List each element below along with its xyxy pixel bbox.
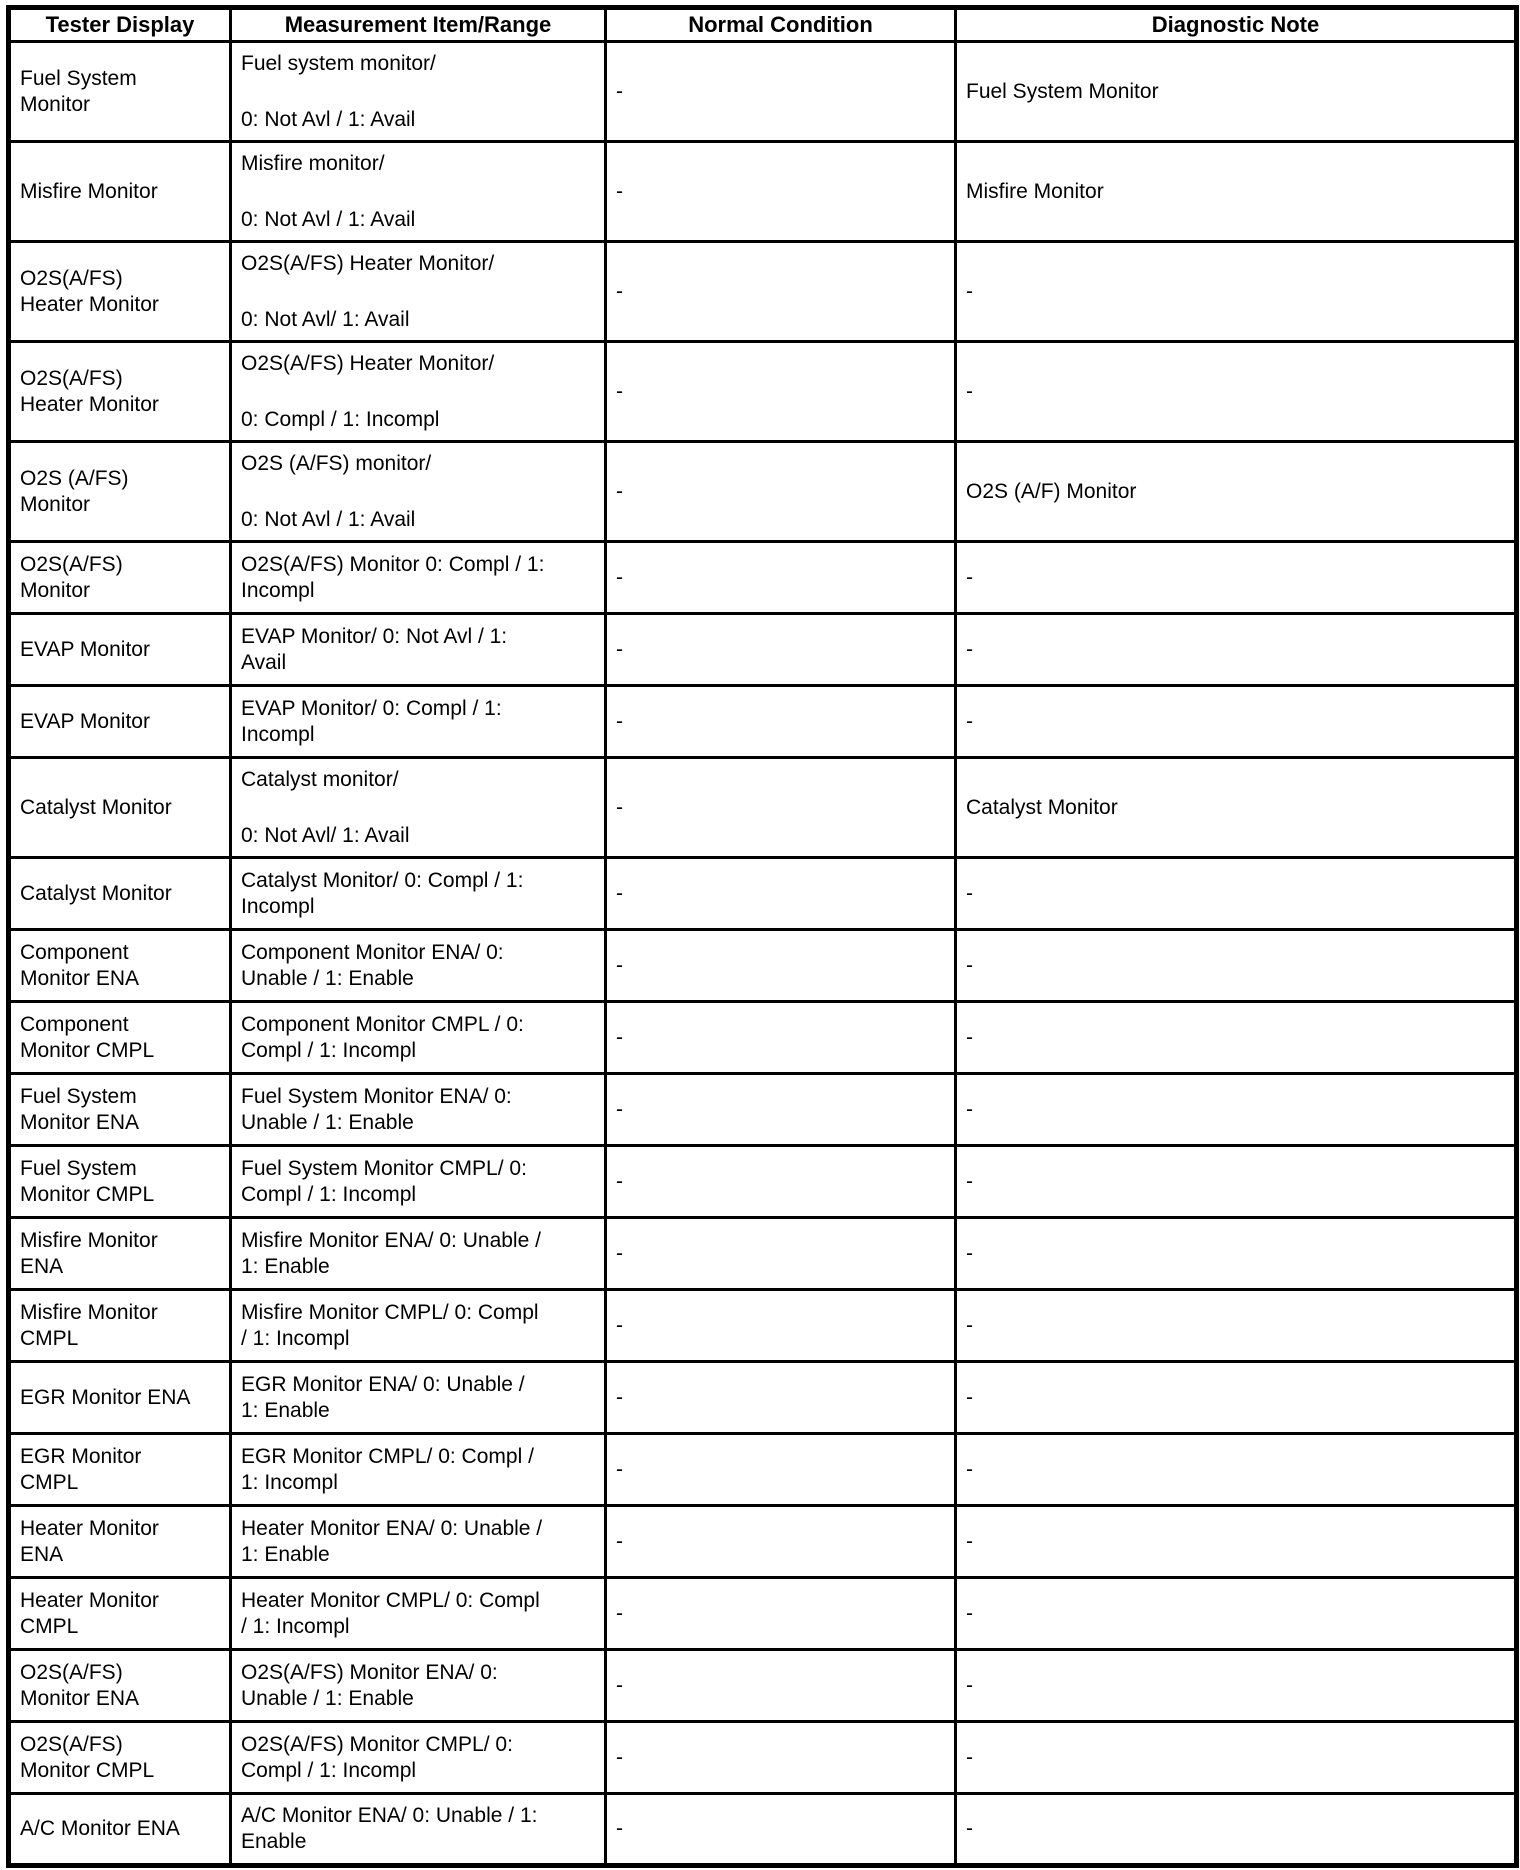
tester-display-cell [9, 614, 231, 686]
diagnostic-note-cell: - [956, 858, 1517, 930]
normal-condition-cell: - [606, 758, 956, 858]
diagnostic-note-cell: O2S (A/F) Monitor [956, 442, 1517, 542]
cell-text-line: Catalyst Monitor [20, 881, 172, 905]
diagnostic-note-cell: - [956, 1362, 1517, 1434]
cell-text-line: Heater Monitor [20, 292, 159, 316]
cell-text-line: Unable / 1: Enable [241, 966, 414, 990]
normal-condition-cell: - [606, 858, 956, 930]
normal-condition-cell: - [606, 1650, 956, 1722]
diagnostic-data-table [6, 5, 1519, 1868]
diagnostic-note-cell: - [956, 930, 1517, 1002]
normal-condition-cell: - [606, 242, 956, 342]
cell-text-line: O2S(A/FS) [20, 552, 123, 576]
tester-display-cell [9, 542, 231, 614]
cell-text-line: Component Monitor ENA/ 0: [241, 940, 504, 964]
cell-text-line: Component [20, 940, 129, 964]
tester-display-cell [9, 858, 231, 930]
cell-text-line: Component [20, 1012, 129, 1036]
tester-display-cell [9, 1434, 231, 1506]
header-measurement-item: Measurement Item/Range [231, 8, 606, 42]
cell-text-line: EVAP Monitor [20, 709, 150, 733]
header-normal-condition: Normal Condition [606, 8, 956, 42]
cell-text-line: EGR Monitor ENA [20, 1385, 191, 1409]
measurement-item-cell [231, 1002, 606, 1074]
cell-text-line: Catalyst Monitor [20, 795, 172, 819]
tester-display-cell [9, 1362, 231, 1434]
table-row [9, 686, 1517, 758]
measurement-item-cell [231, 930, 606, 1002]
cell-text-line: EVAP Monitor/ 0: Compl / 1: [241, 696, 502, 720]
measurement-item-cell [231, 542, 606, 614]
cell-text-line: A/C Monitor ENA [20, 1817, 180, 1840]
normal-condition-cell: - [606, 1218, 956, 1290]
cell-text-line: Catalyst Monitor/ 0: Compl / 1: [241, 868, 524, 892]
measurement-item-cell [231, 1722, 606, 1794]
table-row [9, 242, 1517, 342]
table-row [9, 614, 1517, 686]
cell-text-line: Fuel System Monitor CMPL/ 0: [241, 1156, 527, 1180]
normal-condition-cell: - [606, 1362, 956, 1434]
cell-text-line: Incompl [241, 722, 315, 746]
normal-condition-cell: - [606, 1578, 956, 1650]
cell-text-line: Monitor CMPL [20, 1182, 155, 1206]
diagnostic-note-cell: - [956, 614, 1517, 686]
measurement-item-cell [231, 858, 606, 930]
tester-display-cell [9, 42, 231, 142]
diagnostic-note-cell: - [956, 242, 1517, 342]
cell-text-line: Monitor ENA [20, 1686, 140, 1710]
cell-text-line: O2S (A/FS) monitor/ [241, 451, 432, 475]
cell-text-line: EGR Monitor [20, 1444, 142, 1468]
cell-text-line: Fuel system monitor/ [241, 51, 436, 75]
measurement-item-cell [231, 1434, 606, 1506]
table-row [9, 1722, 1517, 1794]
tester-display-cell [9, 442, 231, 542]
table-row [9, 1362, 1517, 1434]
table-row [9, 1290, 1517, 1362]
cell-text-line: Fuel System [20, 1156, 137, 1180]
normal-condition-cell: - [606, 442, 956, 542]
cell-text-line: 0: Not Avl/ 1: Avail [241, 307, 410, 331]
table-row [9, 1002, 1517, 1074]
cell-text-line: O2S(A/FS) [20, 1732, 123, 1756]
cell-text-line: Unable / 1: Enable [241, 1110, 414, 1134]
measurement-item-cell [231, 614, 606, 686]
table-row [9, 542, 1517, 614]
diagnostic-note-cell: - [956, 1290, 1517, 1362]
tester-display-cell [9, 1146, 231, 1218]
cell-text-line: Monitor [20, 92, 91, 116]
normal-condition-cell: - [606, 142, 956, 242]
measurement-item-cell [231, 142, 606, 242]
cell-text-line: O2S (A/FS) [20, 466, 129, 490]
cell-text-line: Misfire Monitor [20, 1300, 158, 1324]
cell-text-line: 0: Not Avl / 1: Avail [241, 107, 416, 131]
cell-text-line: Monitor [20, 578, 91, 602]
header-diagnostic-note: Diagnostic Note [956, 8, 1517, 42]
measurement-item-cell [231, 1506, 606, 1578]
normal-condition-cell: - [606, 1290, 956, 1362]
cell-text-line: Compl / 1: Incompl [241, 1758, 417, 1782]
normal-condition-cell: - [606, 1794, 956, 1866]
header-tester-display: Tester Display [9, 8, 231, 42]
cell-text-line: Catalyst monitor/ [241, 767, 399, 791]
cell-text-line: 0: Not Avl / 1: Avail [241, 507, 416, 531]
cell-text-line: O2S(A/FS) [20, 366, 123, 390]
diagnostic-note-cell: - [956, 1002, 1517, 1074]
cell-text-line: O2S(A/FS) Heater Monitor/ [241, 251, 495, 275]
diagnostic-note-cell: - [956, 1722, 1517, 1794]
measurement-item-cell [231, 1650, 606, 1722]
cell-text-line: / 1: Incompl [241, 1326, 350, 1350]
table-row [9, 142, 1517, 242]
measurement-item-cell [231, 442, 606, 542]
table-row [9, 930, 1517, 1002]
cell-text-line: Misfire monitor/ [241, 151, 385, 175]
diagnostic-note-cell: - [956, 1218, 1517, 1290]
tester-display-cell [9, 1506, 231, 1578]
diagnostic-note-cell: - [956, 1506, 1517, 1578]
table-row [9, 1650, 1517, 1722]
cell-text-line: Unable / 1: Enable [241, 1686, 414, 1710]
table-row [9, 858, 1517, 930]
cell-text-line: / 1: Incompl [241, 1614, 350, 1638]
cell-text-line: Misfire Monitor ENA/ 0: Unable / [241, 1228, 541, 1252]
table-row [9, 1434, 1517, 1506]
cell-text-line: Heater Monitor [20, 1516, 159, 1540]
tester-display-cell [9, 1290, 231, 1362]
normal-condition-cell: - [606, 1506, 956, 1578]
tester-display-cell [9, 142, 231, 242]
cell-text-line: Monitor ENA [20, 966, 140, 990]
measurement-item-cell [231, 1074, 606, 1146]
cell-text-line: A/C Monitor ENA/ 0: Unable / 1: [241, 1804, 538, 1827]
cell-text-line: Incompl [241, 578, 315, 602]
cell-text-line: Enable [241, 1830, 307, 1853]
cell-text-line: Incompl [241, 894, 315, 918]
measurement-item-cell [231, 1578, 606, 1650]
tester-display-cell [9, 1074, 231, 1146]
cell-text-line: EGR Monitor ENA/ 0: Unable / [241, 1372, 525, 1396]
diagnostic-note-cell: Misfire Monitor [956, 142, 1517, 242]
cell-text-line: Monitor ENA [20, 1110, 140, 1134]
cell-text-line: Heater Monitor ENA/ 0: Unable / [241, 1516, 543, 1540]
measurement-item-cell [231, 342, 606, 442]
normal-condition-cell: - [606, 1074, 956, 1146]
tester-display-cell [9, 342, 231, 442]
cell-text-line: EVAP Monitor [20, 637, 150, 661]
diagnostic-note-cell: Catalyst Monitor [956, 758, 1517, 858]
diagnostic-note-cell: - [956, 1146, 1517, 1218]
cell-text-line: Misfire Monitor [20, 179, 158, 203]
table-row [9, 1794, 1517, 1866]
cell-text-line: 1: Enable [241, 1398, 330, 1422]
normal-condition-cell: - [606, 542, 956, 614]
cell-text-line: CMPL [20, 1470, 79, 1494]
tester-display-cell [9, 930, 231, 1002]
normal-condition-cell: - [606, 614, 956, 686]
cell-text-line: Monitor CMPL [20, 1758, 155, 1782]
tester-display-cell [9, 1650, 231, 1722]
table-row [9, 342, 1517, 442]
cell-text-line: Misfire Monitor CMPL/ 0: Compl [241, 1300, 539, 1324]
measurement-item-cell [231, 686, 606, 758]
diagnostic-note-cell: - [956, 542, 1517, 614]
diagnostic-note-cell: - [956, 1794, 1517, 1866]
normal-condition-cell: - [606, 686, 956, 758]
table-row [9, 1146, 1517, 1218]
cell-text-line: 0: Compl / 1: Incompl [241, 407, 440, 431]
tester-display-cell [9, 686, 231, 758]
diagnostic-note-cell: - [956, 1074, 1517, 1146]
cell-text-line: O2S(A/FS) Heater Monitor/ [241, 351, 495, 375]
cell-text-line: O2S(A/FS) Monitor 0: Compl / 1: [241, 552, 545, 576]
cell-text-line: Fuel System Monitor ENA/ 0: [241, 1084, 512, 1108]
measurement-item-cell [231, 758, 606, 858]
table-row [9, 1218, 1517, 1290]
cell-text-line: EVAP Monitor/ 0: Not Avl / 1: [241, 624, 508, 648]
cell-text-line: ENA [20, 1542, 64, 1566]
cell-text-line: O2S(A/FS) [20, 266, 123, 290]
normal-condition-cell: - [606, 1434, 956, 1506]
measurement-item-cell [231, 1290, 606, 1362]
diagnostic-note-cell: - [956, 686, 1517, 758]
tester-display-cell [9, 1794, 231, 1866]
table-row [9, 1578, 1517, 1650]
table-row [9, 1074, 1517, 1146]
cell-text-line: 0: Not Avl/ 1: Avail [241, 823, 410, 847]
measurement-item-cell [231, 42, 606, 142]
cell-text-line: Heater Monitor CMPL/ 0: Compl [241, 1588, 540, 1612]
cell-text-line: Misfire Monitor [20, 1228, 158, 1252]
normal-condition-cell: - [606, 1722, 956, 1794]
measurement-item-cell [231, 1146, 606, 1218]
diagnostic-note-cell: - [956, 1578, 1517, 1650]
cell-text-line: Heater Monitor [20, 1588, 159, 1612]
cell-text-line: O2S(A/FS) [20, 1660, 123, 1684]
normal-condition-cell: - [606, 342, 956, 442]
cell-text-line: Avail [241, 650, 287, 674]
normal-condition-cell: - [606, 42, 956, 142]
measurement-item-cell [231, 1218, 606, 1290]
diagnostic-note-cell: Fuel System Monitor [956, 42, 1517, 142]
table-row [9, 42, 1517, 142]
tester-display-cell [9, 758, 231, 858]
normal-condition-cell: - [606, 1002, 956, 1074]
tester-display-cell [9, 1722, 231, 1794]
cell-text-line: Fuel System [20, 1084, 137, 1108]
normal-condition-cell: - [606, 930, 956, 1002]
cell-text-line: 1: Enable [241, 1254, 330, 1278]
diagnostic-note-cell: - [956, 1434, 1517, 1506]
cell-text-line: EGR Monitor CMPL/ 0: Compl / [241, 1444, 534, 1468]
cell-text-line: ENA [20, 1254, 64, 1278]
tester-display-cell [9, 1218, 231, 1290]
table-body [9, 42, 1517, 1866]
cell-text-line: Compl / 1: Incompl [241, 1182, 417, 1206]
cell-text-line: Monitor CMPL [20, 1038, 155, 1062]
cell-text-line: Compl / 1: Incompl [241, 1038, 417, 1062]
table-row [9, 442, 1517, 542]
cell-text-line: O2S(A/FS) Monitor ENA/ 0: [241, 1660, 498, 1684]
cell-text-line: 0: Not Avl / 1: Avail [241, 207, 416, 231]
table-row [9, 758, 1517, 858]
table-header-row [9, 8, 1517, 42]
cell-text-line: O2S(A/FS) Monitor CMPL/ 0: [241, 1732, 513, 1756]
diagnostic-note-cell: - [956, 1650, 1517, 1722]
cell-text-line: 1: Incompl [241, 1470, 338, 1494]
cell-text-line: 1: Enable [241, 1542, 330, 1566]
measurement-item-cell [231, 242, 606, 342]
cell-text-line: CMPL [20, 1326, 79, 1350]
cell-text-line: Heater Monitor [20, 392, 159, 416]
diagnostic-note-cell: - [956, 342, 1517, 442]
cell-text-line: Monitor [20, 492, 91, 516]
tester-display-cell [9, 1578, 231, 1650]
cell-text-line: CMPL [20, 1614, 79, 1638]
table-row [9, 1506, 1517, 1578]
cell-text-line: Fuel System [20, 66, 137, 90]
normal-condition-cell: - [606, 1146, 956, 1218]
measurement-item-cell [231, 1794, 606, 1866]
tester-display-cell [9, 1002, 231, 1074]
tester-display-cell [9, 242, 231, 342]
cell-text-line: Component Monitor CMPL / 0: [241, 1012, 524, 1036]
measurement-item-cell [231, 1362, 606, 1434]
